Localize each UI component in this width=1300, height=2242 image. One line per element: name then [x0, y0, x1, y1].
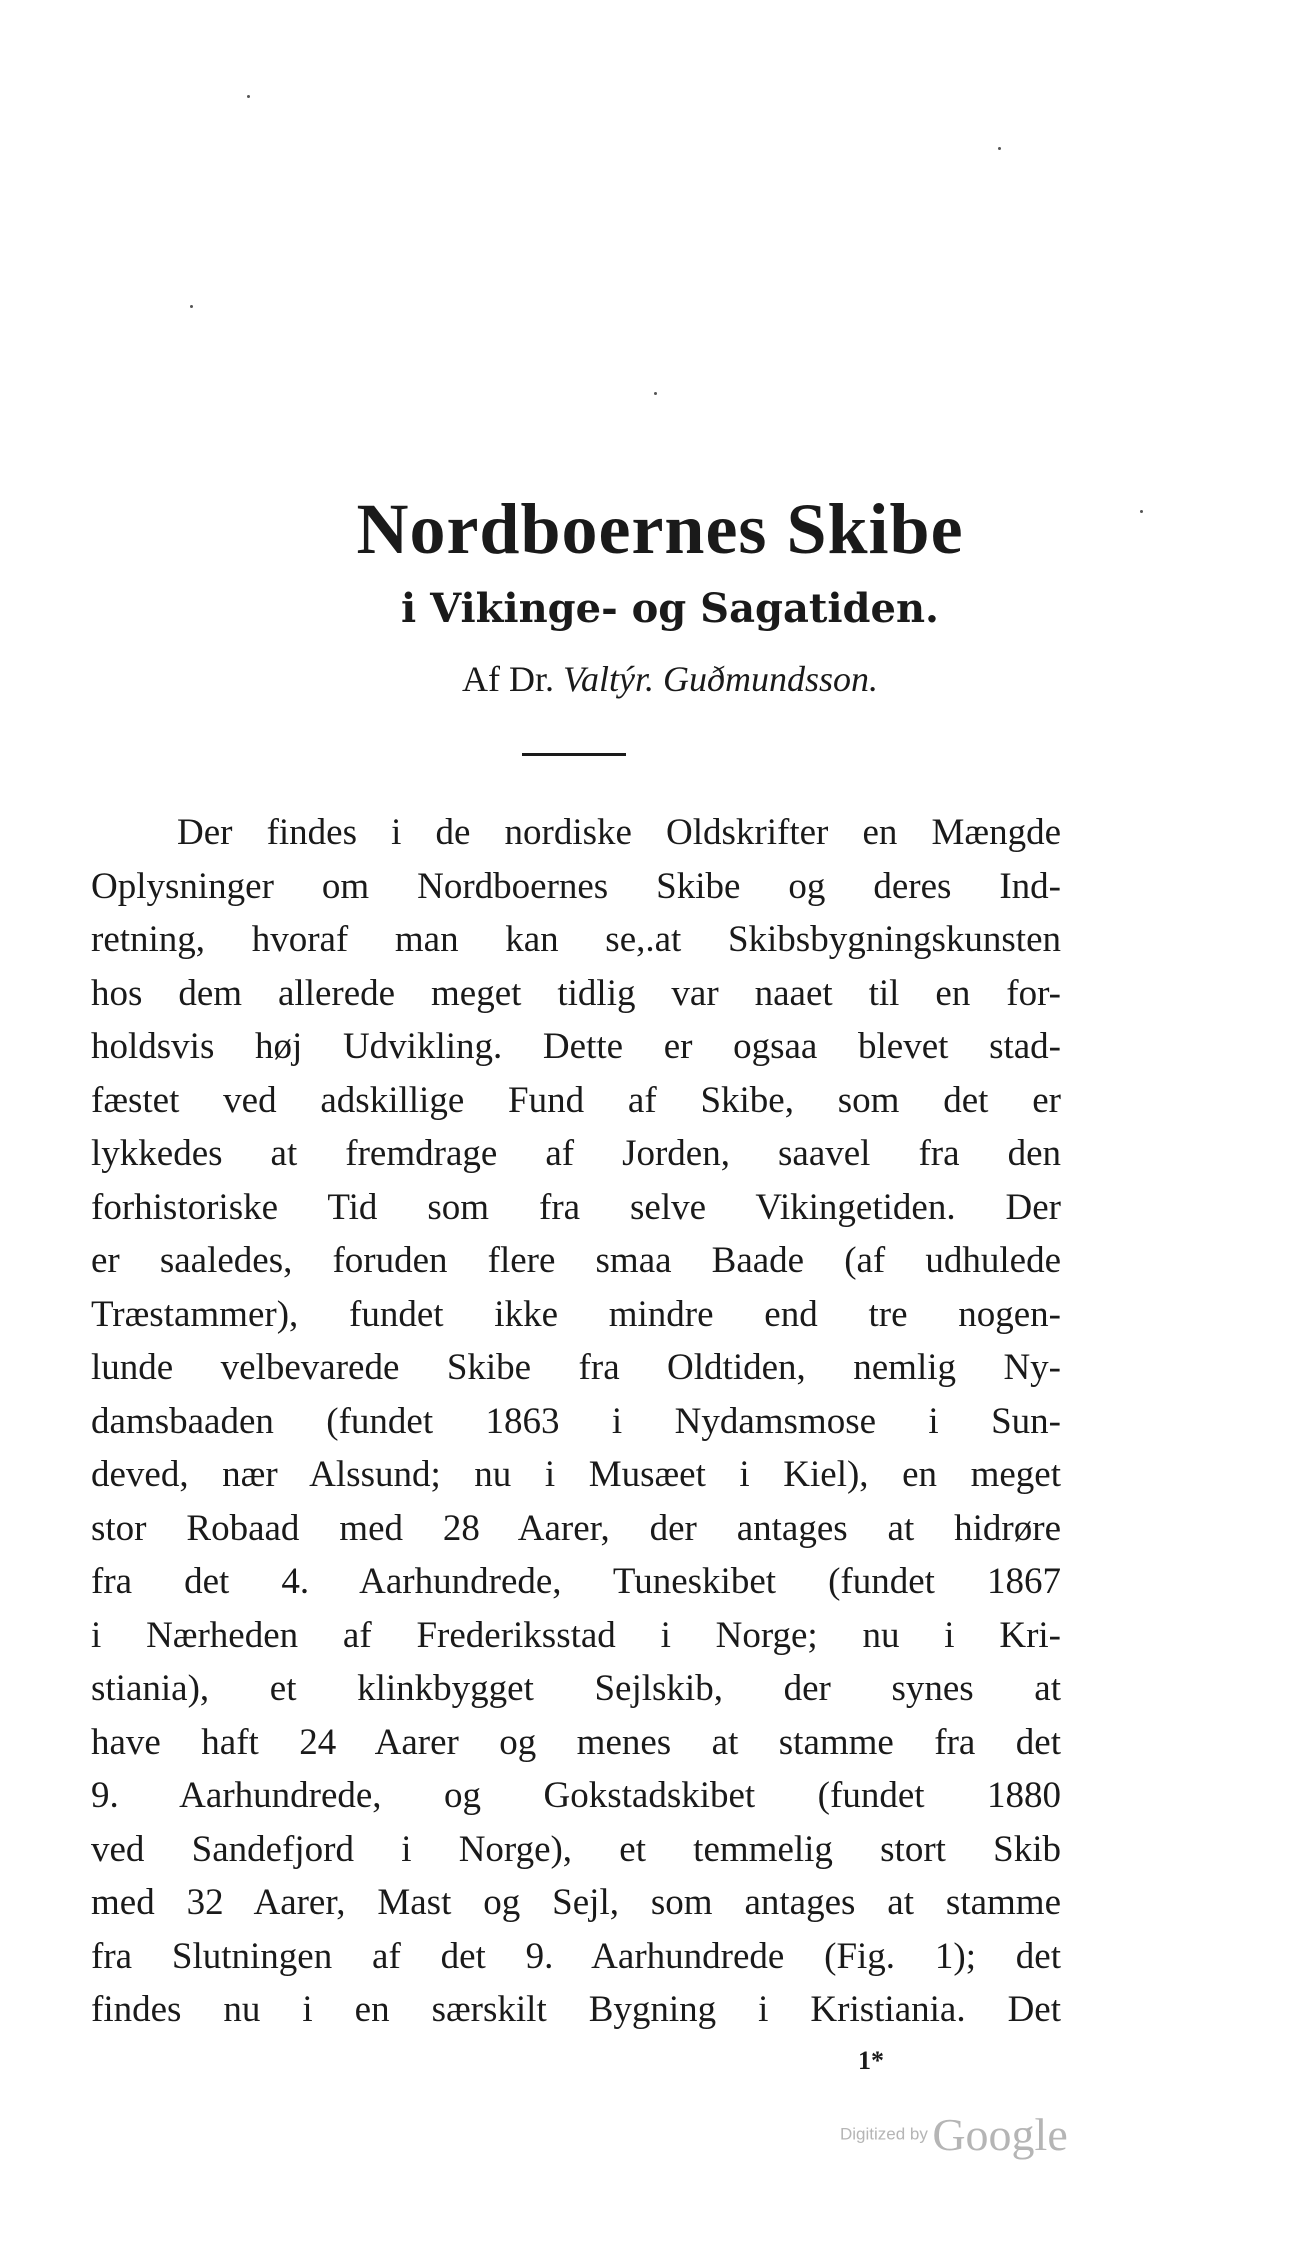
byline [0, 658, 1300, 700]
text-line: findes nu i en særskilt Bygning i Kristiania. Det [91, 1989, 1061, 2030]
text-line: fra det 4. Aarhundrede, Tuneskibet (fundet 1867 [91, 1561, 1061, 1602]
text-line: ved Sandefjord i Norge), et temmelig stort Skib [91, 1828, 1061, 1870]
article-subtitle: i Vikinge- og Sagatiden. [401, 585, 939, 632]
separator-rule [522, 753, 626, 756]
text-line: deved, nær Alssund; nu i Musæet i Kiel), en meget [91, 1454, 1061, 1495]
text-line: damsbaaden (fundet 1863 i Nydamsmose i Sun- [91, 1400, 1061, 1442]
text-line: i Nærheden af Frederiksstad i Norge; nu i Kri- [91, 1614, 1061, 1656]
watermark-prefix: Digitized by [840, 2124, 928, 2144]
text-line: Træstammer), fundet ikke mindre end tre nogen- [91, 1293, 1061, 1335]
text-line: lunde velbevarede Skibe fra Oldtiden, nemlig Ny- [91, 1347, 1061, 1388]
text-line: hos dem allerede meget tidlig var naaet til en for- [91, 972, 1061, 1014]
watermark-brand: Google [932, 2109, 1068, 2160]
text-line: stor Robaad med 28 Aarer, der antages at hidrøre [91, 1507, 1061, 1549]
text-line: fra Slutningen af det 9. Aarhundrede (Fig. 1); det [91, 1935, 1061, 1977]
byline-author: Valtýr. Guðmundsson. [562, 659, 879, 699]
body-paragraph [91, 806, 1061, 2037]
text-line: have haft 24 Aarer og menes at stamme fra det [91, 1721, 1061, 1763]
text-line: Oplysninger om Nordboernes Skibe og deres Ind- [91, 865, 1061, 907]
text-line: fæstet ved adskillige Fund af Skibe, som det er [91, 1079, 1061, 1121]
print-speck [190, 305, 193, 308]
print-speck [247, 95, 250, 98]
article-title: Nordboernes Skibe [356, 489, 964, 569]
print-speck [998, 147, 1001, 150]
text-line: er saaledes, foruden flere smaa Baade (af udhulede [91, 1240, 1061, 1281]
text-line: holdsvis høj Udvikling. Dette er ogsaa blevet stad- [91, 1026, 1061, 1067]
text-line: forhistoriske Tid som fra selve Vikingetiden. Der [91, 1186, 1061, 1228]
text-line: Der findes i de nordiske Oldskrifter en Mængde [177, 812, 1061, 853]
text-line: 9. Aarhundrede, og Gokstadskibet (fundet 1880 [91, 1775, 1061, 1816]
text-line: retning, hvoraf man kan se,.at Skibsbygningskunsten [91, 919, 1061, 960]
text-line: med 32 Aarer, Mast og Sejl, som antages at stamme [91, 1882, 1061, 1923]
text-line: lykkedes at fremdrage af Jorden, saavel fra den [91, 1133, 1061, 1174]
signature-mark: 1* [858, 2046, 884, 2075]
text-line: stiania), et klinkbygget Sejlskib, der synes at [91, 1668, 1061, 1709]
digitized-watermark [840, 2108, 1068, 2161]
byline-prefix: Af Dr. [461, 659, 554, 699]
print-speck [654, 392, 657, 395]
